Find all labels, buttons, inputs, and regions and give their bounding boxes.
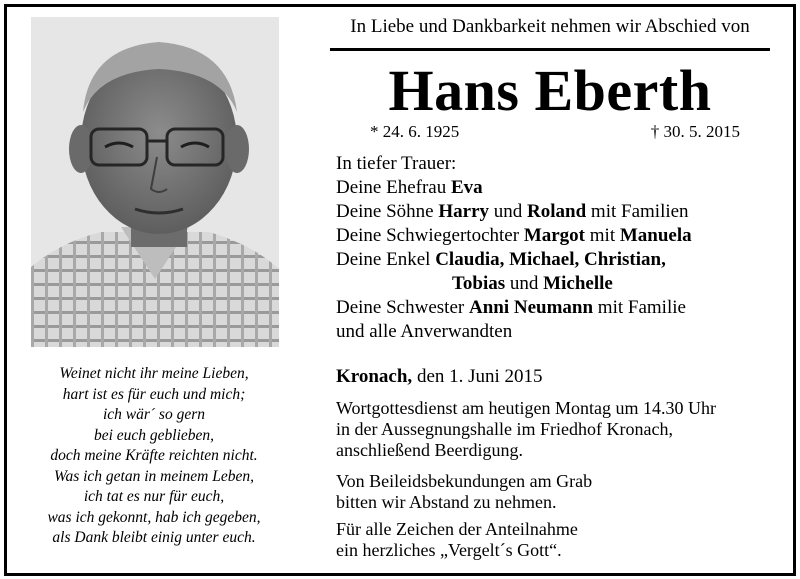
mourner-name: Harry [438, 201, 490, 222]
condolence-note [336, 471, 592, 513]
portrait-image [31, 17, 279, 347]
deceased-name: Hans Eberth [388, 58, 712, 123]
mourner-name: Manuela [619, 225, 692, 246]
service-line: anschließend Beerdigung. [336, 440, 523, 460]
condolence-line: Von Beileidsbekundungen am Grab [336, 471, 593, 491]
condolence-line: bitten wir Abstand zu nehmen. [336, 492, 557, 512]
mourners-heading: In tiefer Trauer: [336, 153, 457, 174]
mourner-name: Tobias [452, 273, 506, 294]
portrait-photo [31, 17, 279, 347]
mourner-line-grandchildren [336, 248, 692, 272]
relation-label: Deine Ehefrau [336, 177, 451, 198]
connector-text: und [489, 201, 528, 222]
mourner-name: Anni Neumann [468, 297, 594, 318]
service-line: in der Aussegnungshalle im Friedhof Kronach, [336, 419, 673, 439]
relation-label: Deine Schwiegertochter [336, 225, 524, 246]
place-city: Kronach, [336, 366, 413, 387]
mourner-line-daughter-in-law [336, 224, 692, 248]
suffix-text: mit Familie [593, 297, 686, 318]
mourner-line-sons [336, 200, 692, 224]
thanks-note [336, 519, 578, 561]
poem-line: als Dank bleibt einig unter euch. [52, 529, 256, 546]
birth-date: * 24. 6. 1925 [370, 122, 460, 141]
relation-label: Deine Enkel [336, 249, 436, 270]
mourner-line-wife [336, 176, 692, 200]
connector-text: und [505, 273, 544, 294]
mourners-list [336, 152, 692, 344]
thanks-line: ein herzliches „Vergelt´s Gott“. [336, 540, 562, 560]
mourner-line-grandchildren-cont [336, 272, 692, 296]
place-and-date [336, 366, 543, 388]
mourner-line-sister [336, 296, 692, 320]
suffix-text: mit Familien [586, 201, 689, 222]
mourner-name: Eva [451, 177, 483, 198]
mourner-name: Roland [527, 201, 587, 222]
mourner-name: Michelle [543, 273, 613, 294]
service-line: Wortgottesdienst am heutigen Montag um 14.30 Uhr [336, 398, 716, 418]
notice-date: den 1. Juni 2015 [412, 366, 543, 387]
mourner-line-relatives: und alle Anverwandten [336, 321, 513, 342]
mourner-name: Margot [523, 225, 586, 246]
intro-line: In Liebe und Dankbarkeit nehmen wir Abschied von [350, 16, 750, 37]
poem-line: Weinet nicht ihr meine Lieben, [59, 365, 249, 382]
service-info [336, 398, 716, 461]
thanks-line: Für alle Zeichen der Anteilnahme [336, 519, 578, 539]
connector-text: mit [585, 225, 620, 246]
mourner-name: Claudia, Michael, Christian, [435, 249, 666, 270]
poem-line: bei euch geblieben, [93, 426, 215, 444]
farewell-poem [18, 364, 290, 549]
poem-line: doch meine Kräfte reichten nicht. [50, 447, 258, 464]
relation-label: Deine Söhne [336, 201, 439, 222]
poem-line: was ich gekonnt, hab ich gegeben, [47, 508, 261, 526]
poem-line: ich wär´ so gern [102, 406, 206, 423]
poem-line: Was ich getan in meinem Leben, [53, 467, 255, 485]
poem-line: ich tat es nur für euch, [83, 488, 225, 505]
death-date: † 30. 5. 2015 [650, 122, 740, 141]
relation-label: Deine Schwester [336, 297, 469, 318]
divider-rule [330, 48, 770, 51]
poem-line: hart ist es für euch und mich; [62, 385, 246, 403]
